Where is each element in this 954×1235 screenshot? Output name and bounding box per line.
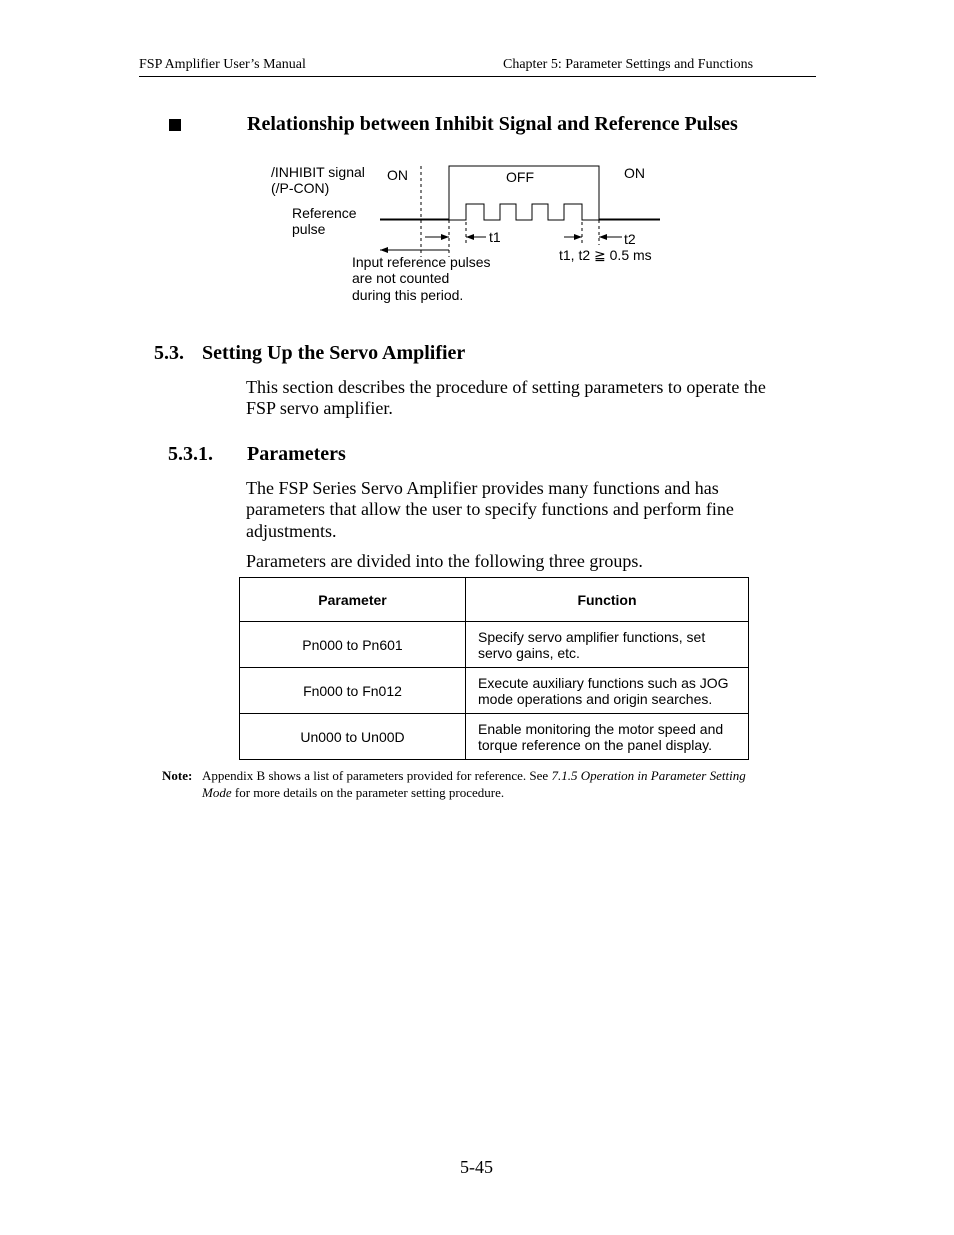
state-on-left: ON bbox=[387, 167, 408, 183]
inhibit-label-1: /INHIBIT signal bbox=[271, 164, 365, 180]
note-reference-2: Mode bbox=[202, 785, 232, 800]
section-531-para2: Parameters are divided into the following three groups. bbox=[246, 551, 643, 571]
function-line: servo gains, etc. bbox=[478, 644, 580, 661]
timing-condition: t1, t2 ≧ 0.5 ms bbox=[559, 247, 652, 263]
function-line: Execute auxiliary functions such as JOG bbox=[478, 674, 729, 691]
timing-diagram bbox=[260, 155, 680, 310]
table-row bbox=[240, 714, 749, 760]
section-531-number: 5.3.1. bbox=[168, 443, 213, 465]
header-rule bbox=[139, 76, 816, 77]
table-header-row bbox=[240, 578, 749, 622]
section-53-para-line2: FSP servo amplifier. bbox=[246, 398, 393, 418]
section-531-para1-line1: The FSP Series Servo Amplifier provides many functions and has bbox=[246, 478, 719, 498]
table-header-function: Function bbox=[466, 578, 749, 622]
section-53-number: 5.3. bbox=[154, 342, 184, 364]
function-cell bbox=[466, 714, 749, 760]
period-note-line3: during this period. bbox=[352, 287, 464, 303]
square-bullet-icon bbox=[169, 119, 181, 131]
section-531-para1-line2: parameters that allow the user to specify functions and perform fine bbox=[246, 499, 734, 519]
reference-pulse-waveform bbox=[380, 204, 660, 220]
table-row bbox=[240, 622, 749, 668]
function-line: torque reference on the panel display. bbox=[478, 736, 713, 753]
note-text-a: Appendix B shows a list of parameters provided for reference. See bbox=[202, 768, 552, 783]
parameter-groups-table bbox=[239, 577, 749, 760]
page-number: 5-45 bbox=[460, 1157, 493, 1177]
function-line: Specify servo amplifier functions, set bbox=[478, 628, 706, 645]
arrowhead-icon bbox=[599, 234, 607, 240]
header-right: Chapter 5: Parameter Settings and Functions bbox=[503, 57, 754, 72]
section-531-title: Parameters bbox=[247, 443, 346, 465]
param-range-cell: Fn000 to Fn012 bbox=[240, 668, 466, 714]
table-header-parameter: Parameter bbox=[240, 578, 466, 622]
inhibit-label-2: (/P-CON) bbox=[271, 180, 330, 196]
t1-label: t1 bbox=[489, 229, 501, 245]
reference-label-1: Reference bbox=[292, 205, 357, 221]
t2-label: t2 bbox=[624, 231, 636, 247]
arrowhead-icon bbox=[380, 247, 388, 253]
param-range-cell: Un000 to Un00D bbox=[240, 714, 466, 760]
note-text-b: for more details on the parameter setting procedure. bbox=[231, 785, 505, 800]
section-531-para1-line3: adjustments. bbox=[246, 521, 337, 541]
function-cell bbox=[466, 622, 749, 668]
state-on-right: ON bbox=[624, 165, 645, 181]
section-53-para-line1: This section describes the procedure of setting parameters to operate the bbox=[246, 377, 766, 397]
function-line: mode operations and origin searches. bbox=[478, 690, 713, 707]
header-left: FSP Amplifier User’s Manual bbox=[139, 57, 306, 72]
reference-label-2: pulse bbox=[292, 221, 326, 237]
note-line1 bbox=[202, 767, 802, 784]
function-line: Enable monitoring the motor speed and bbox=[478, 720, 724, 737]
param-range-cell: Pn000 to Pn601 bbox=[240, 622, 466, 668]
function-cell bbox=[466, 668, 749, 714]
section-53-title: Setting Up the Servo Amplifier bbox=[202, 342, 466, 364]
note-reference-1: 7.1.5 Operation in Parameter Setting bbox=[551, 768, 746, 783]
arrowhead-icon bbox=[441, 234, 449, 240]
period-note-line1: Input reference pulses bbox=[352, 254, 491, 270]
note-label: Note: bbox=[162, 768, 193, 783]
inhibit-section-title: Relationship between Inhibit Signal and Reference Pulses bbox=[247, 113, 738, 135]
period-note-line2: are not counted bbox=[352, 270, 450, 286]
state-off: OFF bbox=[506, 169, 534, 185]
note-line2 bbox=[202, 784, 802, 801]
arrowhead-icon bbox=[466, 234, 474, 240]
arrowhead-icon bbox=[574, 234, 582, 240]
table-row bbox=[240, 668, 749, 714]
